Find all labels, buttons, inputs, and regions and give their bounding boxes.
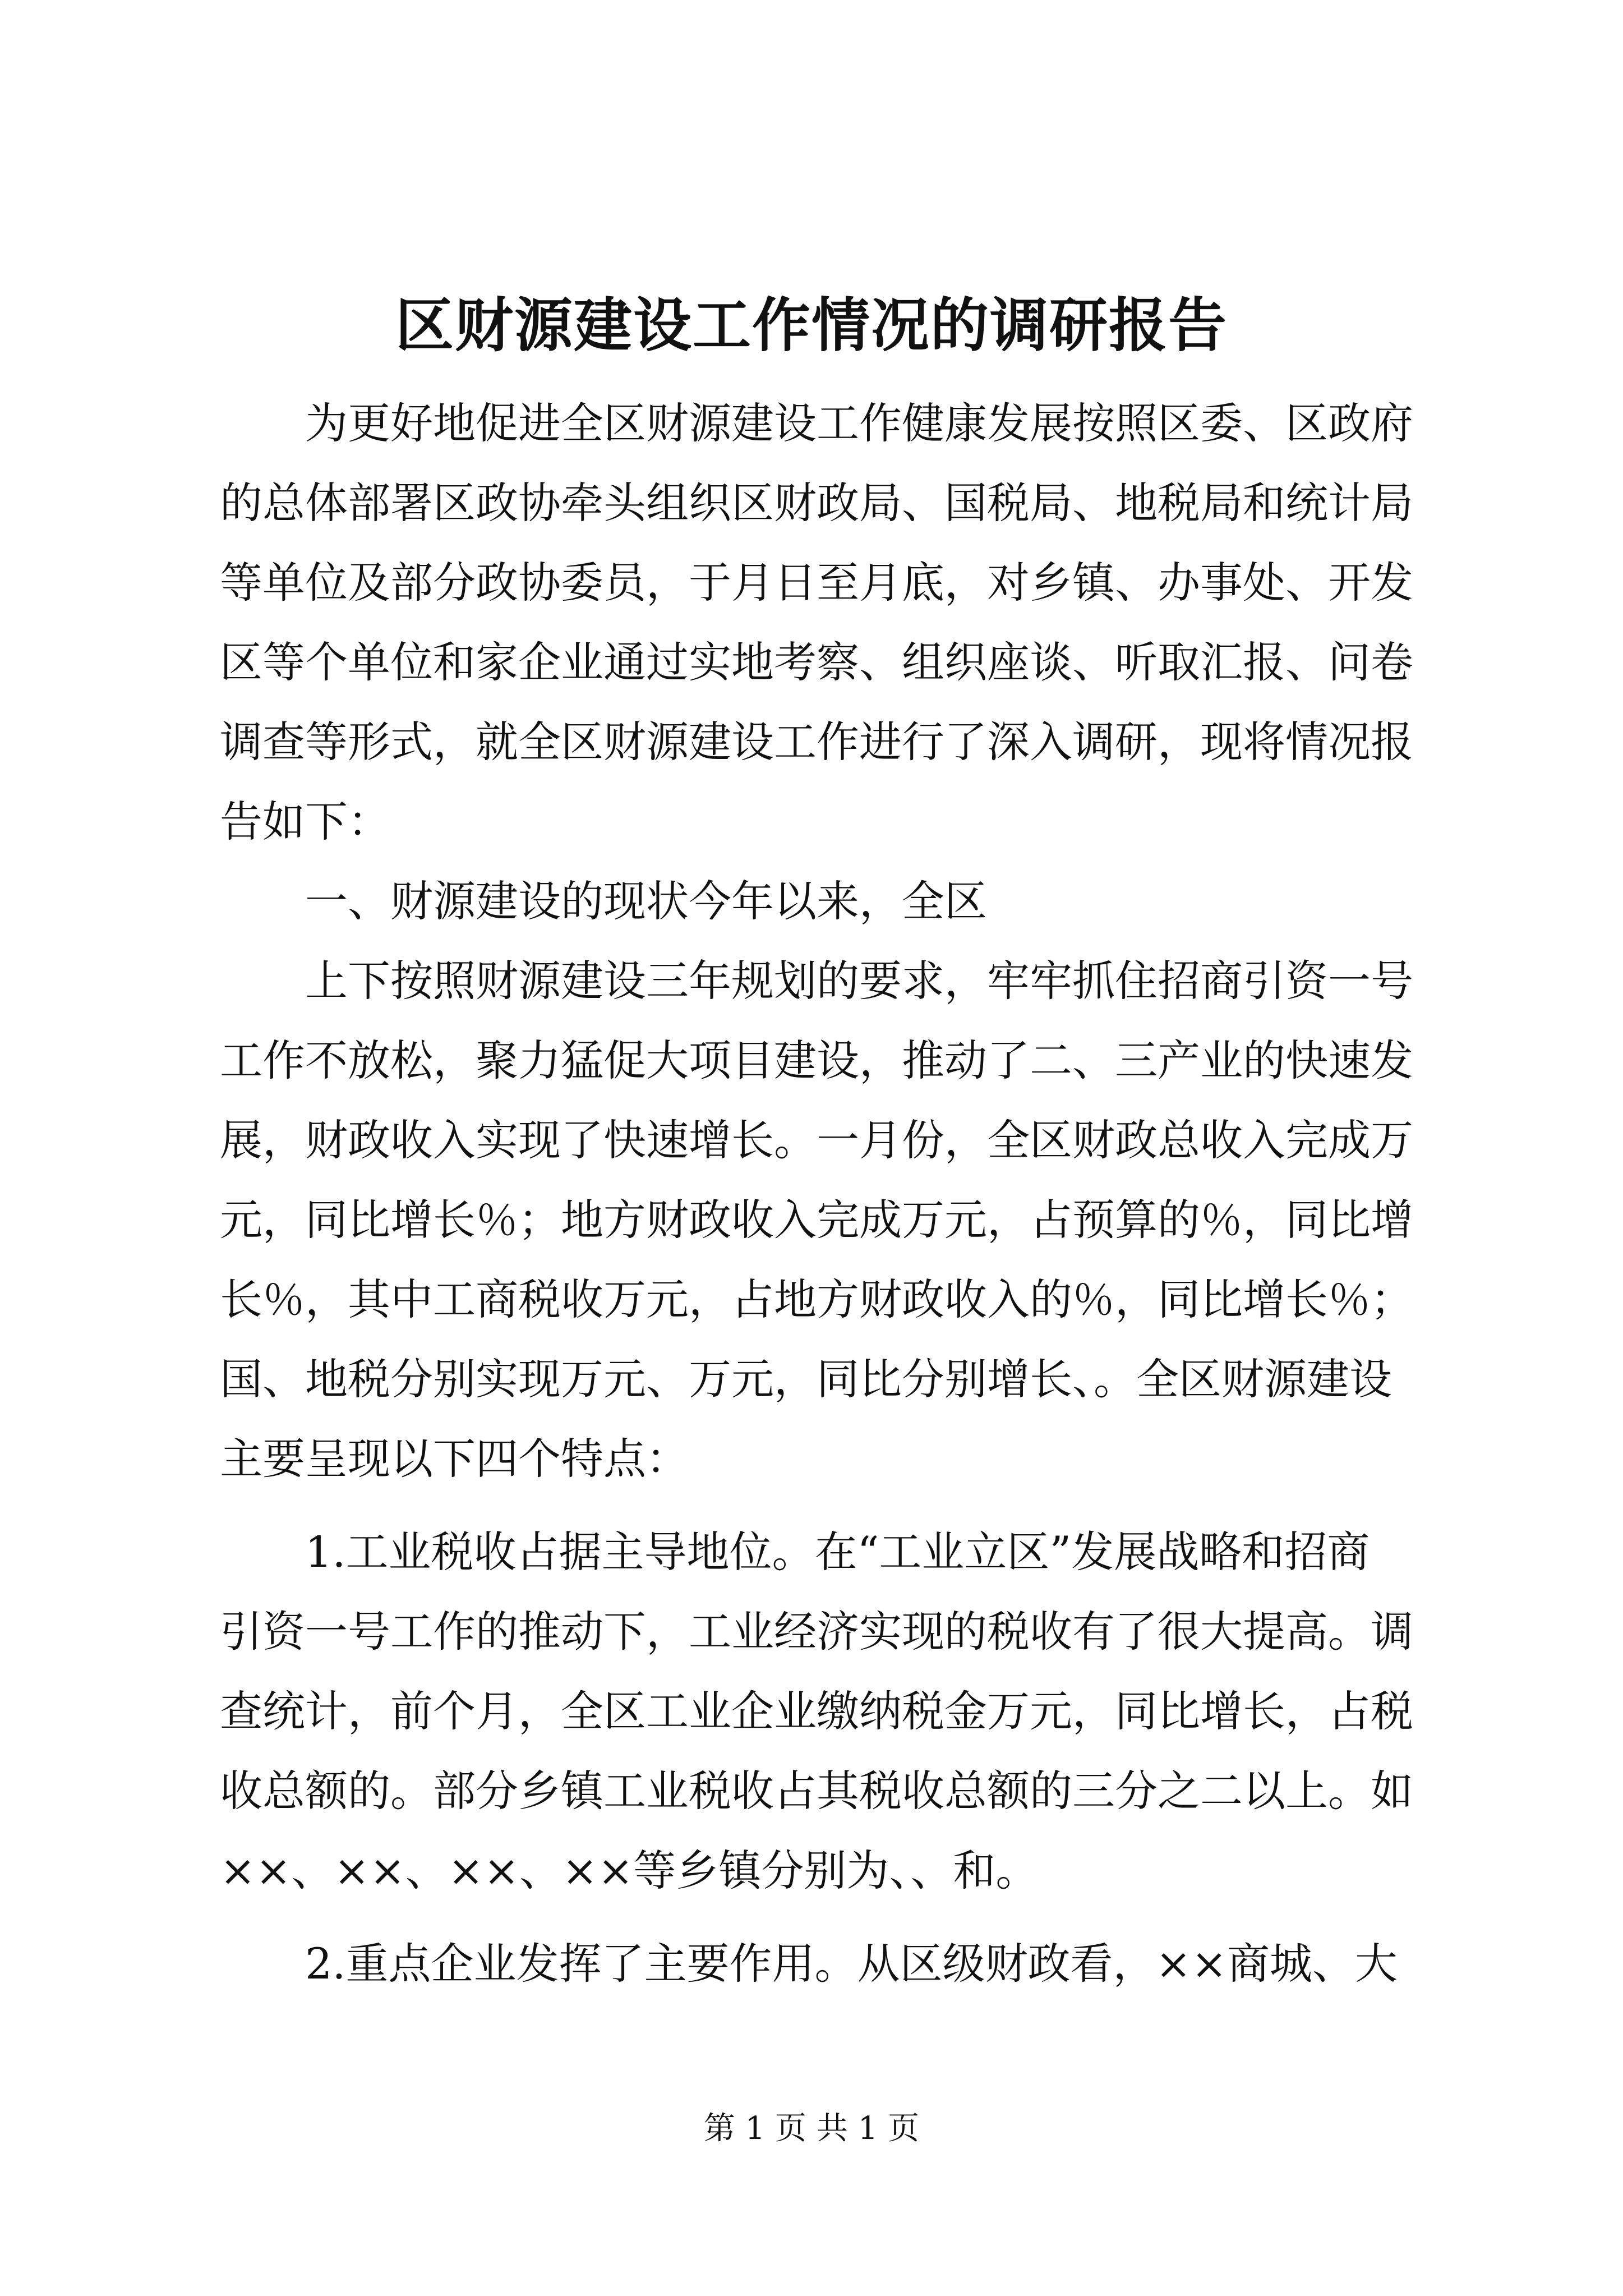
- body-line: ××、××、××、××等乡镇分别为、、和。: [220, 1846, 1039, 1895]
- body-line: 展，财政收入实现了快速增长。一月份，全区财政总收入完成万: [220, 1115, 1413, 1165]
- body-line: 上下按照财源建设三年规划的要求，牢牢抓住招商引资一号: [220, 956, 1413, 1006]
- body-line: 区等个单位和家企业通过实地考察、组织座谈、听取汇报、问卷: [220, 637, 1413, 687]
- body-line: 查统计，前个月，全区工业企业缴纳税金万元，同比增长，占税: [220, 1686, 1413, 1736]
- body-line: 国、地税分别实现万元、万元，同比分别增长、。全区财源建设: [220, 1354, 1392, 1404]
- section-heading: 一、财源建设的现状今年以来，全区: [220, 876, 987, 926]
- page-footer: 第 1 页 共 1 页: [703, 2110, 920, 2147]
- body-line: 1.工业税收占据主导地位。在“工业立区”发展战略和招商: [220, 1527, 1370, 1577]
- body-line: 2.重点企业发挥了主要作用。从区级财政看，××商城、大: [220, 1939, 1398, 1989]
- body-line: 的总体部署区政协牵头组织区财政局、国税局、地税局和统计局: [220, 478, 1413, 528]
- body-line: 等单位及部分政协委员，于月日至月底，对乡镇、办事处、开发: [220, 558, 1413, 608]
- document-title: 区财源建设工作情况的调研报告: [395, 291, 1228, 360]
- body-line: 收总额的。部分乡镇工业税收占其税收总额的三分之二以上。如: [220, 1766, 1413, 1816]
- body-line: 元，同比增长％；地方财政收入完成万元，占预算的％，同比增: [220, 1195, 1413, 1245]
- body-line: 工作不放松，聚力猛促大项目建设，推动了二、三产业的快速发: [220, 1036, 1413, 1085]
- body-line: 引资一号工作的推动下，工业经济实现的税收有了很大提高。调: [220, 1607, 1413, 1657]
- body-line: 主要呈现以下四个特点：: [220, 1434, 689, 1484]
- body-line: 为更好地促进全区财源建设工作健康发展按照区委、区政府: [220, 398, 1413, 448]
- body-line: 长％，其中工商税收万元，占地方财政收入的％，同比增长％；: [220, 1274, 1413, 1324]
- body-line: 调查等形式，就全区财源建设工作进行了深入调研，现将情况报: [220, 717, 1413, 767]
- body-line: 告如下：: [220, 797, 390, 846]
